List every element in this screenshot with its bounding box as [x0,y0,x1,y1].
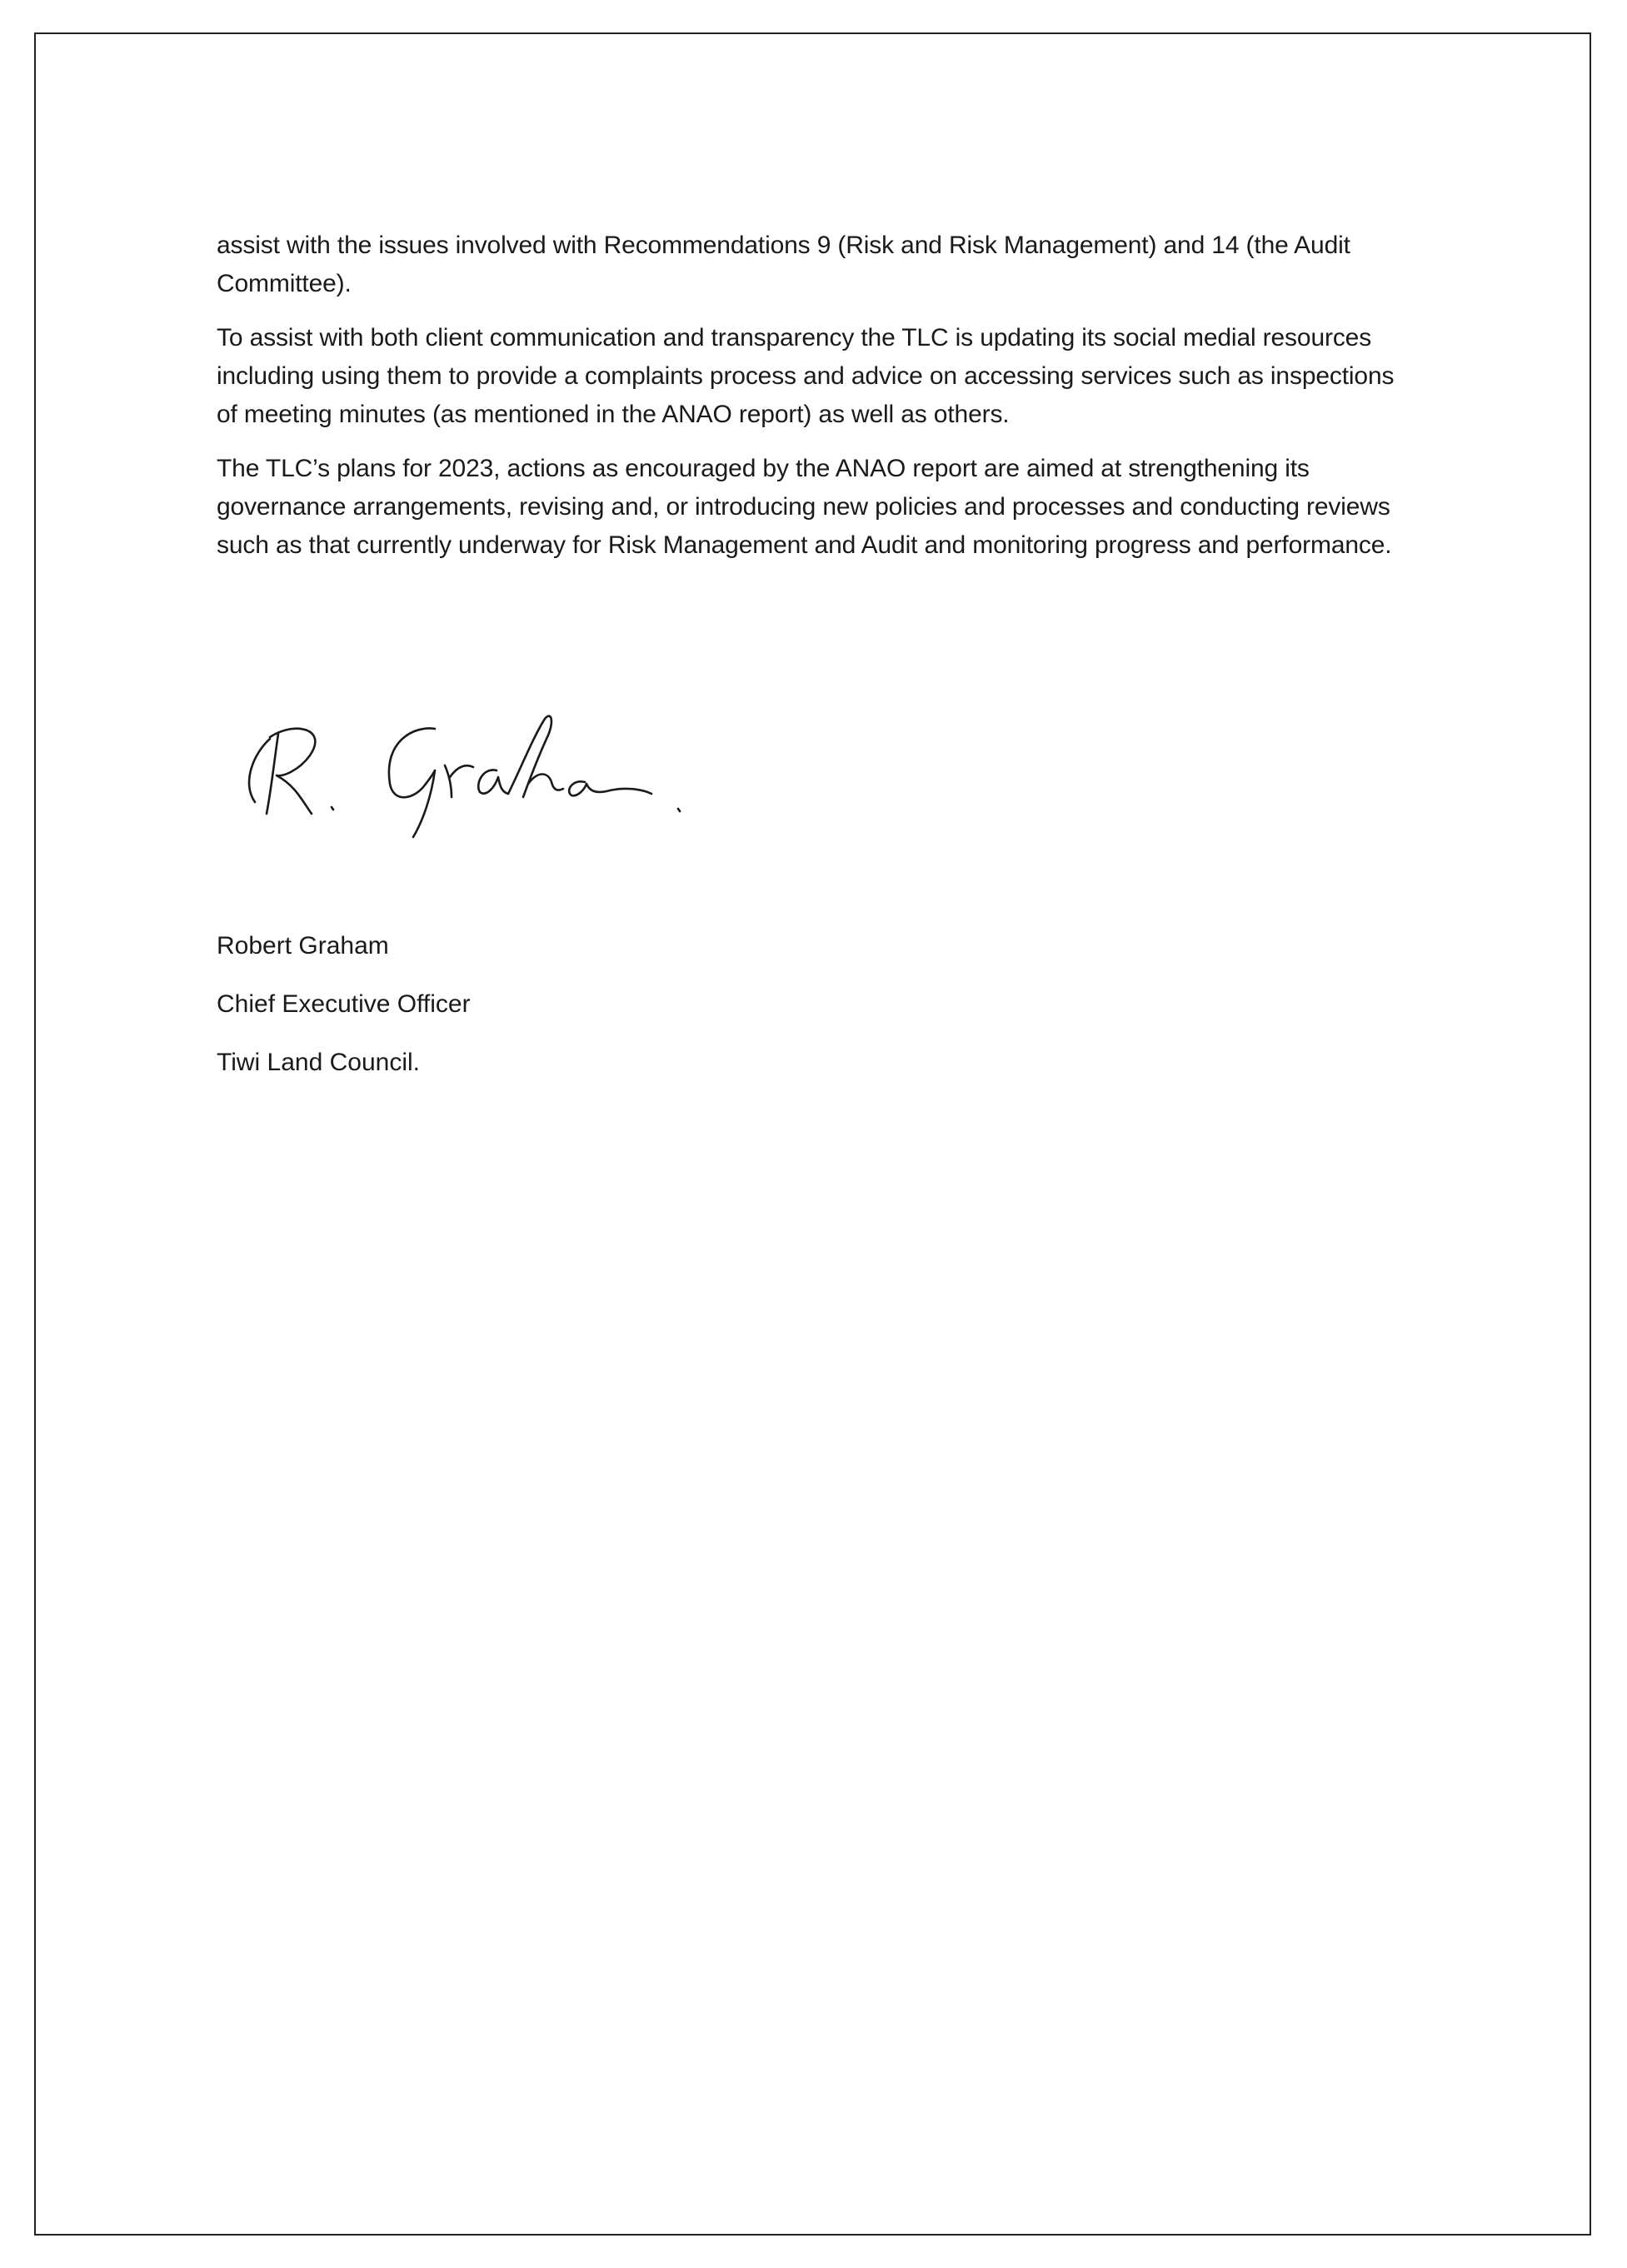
handwritten-signature [237,704,703,845]
paragraph-communication: To assist with both client communication and transparency the TLC is updating its social medial resources including using them to provide a complaints process and advice on accessing services such as inspections of meeting minutes (as mentioned in the ANAO report) as well as others. [217,324,1395,428]
signatory-organisation: Tiwi Land Council. [217,1049,420,1076]
paragraph-recommendations: assist with the issues involved with Recommendations 9 (Risk and Risk Management) and 14 (the Audit Committee). [217,232,1350,297]
signatory-title: Chief Executive Officer [217,990,471,1018]
letter-body [217,227,1400,581]
signature-block [217,930,966,1104]
paragraph-plans-2023: The TLC’s plans for 2023, actions as encouraged by the ANAO report are aimed at strengthening its governance arrangements, revising and, or introducing new policies and processes and conducting reviews such as that currently underway for Risk Management and Audit and monitoring progress and performance. [217,455,1392,559]
signatory-name: Robert Graham [217,932,389,960]
